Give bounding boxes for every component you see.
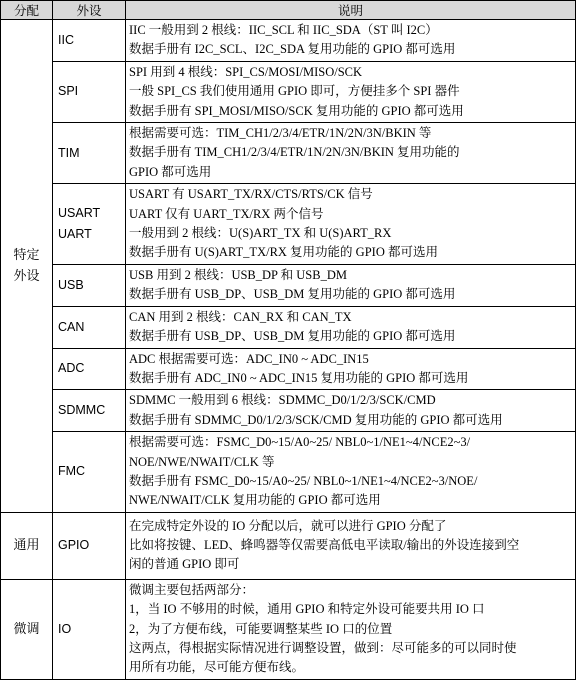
table-row (1, 512, 576, 579)
device-label: FMC (58, 464, 86, 479)
description-line: USART 有 USART_TX/RX/CTS/RTS/CK 信号 (129, 187, 373, 202)
device-label: SDMMC (58, 403, 106, 418)
description-cell (126, 348, 576, 390)
category-cell (1, 579, 53, 679)
device-label: TIM (58, 145, 80, 160)
device-cell (53, 20, 126, 62)
description-line: 微调主要包括两部分： (129, 582, 255, 597)
table-row (1, 306, 576, 348)
description-line: 一般 SPI_CS 我们使用通用 GPIO 即可，方便挂多个 SPI 器件 (129, 84, 460, 99)
device-label: IIC (58, 32, 74, 47)
category-label: 外设 (13, 268, 40, 284)
device-label: IO (58, 621, 72, 636)
category-label: 微调 (13, 621, 40, 637)
description-line: 数据手册有 USB_DP、USB_DM 复用功能的 GPIO 都可选用 (129, 329, 456, 344)
description-line: 数据手册有 SPI_MOSI/MISO/SCK 复用功能的 GPIO 都可选用 (129, 103, 464, 118)
device-cell (53, 390, 126, 432)
device-cell (53, 61, 126, 122)
table-row (1, 432, 576, 513)
device-cell (53, 184, 126, 265)
description-cell (126, 579, 576, 679)
description-cell (126, 20, 576, 62)
table-row (1, 390, 576, 432)
description-cell (126, 390, 576, 432)
device-label: UART (58, 227, 92, 242)
description-line: 数据手册有 FSMC_D0~15/A0~25/ NBL0~1/NE1~4/NCE2~3/NOE/ (129, 473, 478, 488)
description-line: 数据手册有 I2C_SCL、I2C_SDA 复用功能的 GPIO 都可选用 (129, 42, 456, 57)
description-line: 根据需要可选：FSMC_D0~15/A0~25/ NBL0~1/NE1~4/NCE2~3/ (129, 435, 471, 450)
description-line: NOE/NWE/NWAIT/CLK 等 (129, 454, 275, 469)
description-line: 数据手册有 TIM_CH1/2/3/4/ETR/1N/2N/3N/BKIN 复用功能的 (129, 145, 460, 160)
description-line: 这两点，得根据实际情况进行调整设置，做到：尽可能多的可以同时使 (129, 640, 517, 655)
description-line: NWE/NWAIT/CLK 复用功能的 GPIO 都可选用 (129, 493, 381, 508)
table-row (1, 123, 576, 184)
description-line: 2，为了方便布线，可能要调整某些 IO 口的位置 (129, 621, 393, 636)
device-label: GPIO (58, 538, 90, 553)
header-desc: 说明 (126, 1, 576, 20)
description-line: IIC 一般用到 2 根线：IIC_SCL 和 IIC_SDA（ST 叫 I2C） (129, 23, 438, 37)
table-row (1, 264, 576, 306)
description-line: 数据手册有 USB_DP、USB_DM 复用功能的 GPIO 都可选用 (129, 287, 456, 302)
description-line: 闲的普通 GPIO 即可 (129, 557, 240, 572)
description-line: 1，当 IO 不够用的时候，通用 GPIO 和特定外设可能要共用 IO 口 (129, 602, 485, 617)
category-label: 特定 (13, 247, 40, 263)
description-line: 用所有功能，尽可能方便布线。 (129, 660, 305, 675)
description-line: 在完成特定外设的 IO 分配以后，就可以进行 GPIO 分配了 (129, 518, 447, 533)
header-alloc: 分配 (1, 1, 53, 20)
description-line: GPIO 都可选用 (129, 164, 212, 179)
description-cell (126, 512, 576, 579)
description-cell (126, 264, 576, 306)
table-row (1, 184, 576, 265)
table-header-row (1, 1, 576, 20)
description-line: ADC 根据需要可选：ADC_IN0 ~ ADC_IN15 (129, 351, 369, 366)
category-cell (1, 20, 53, 513)
header-device: 外设 (53, 1, 126, 20)
device-label: ADC (58, 361, 85, 376)
table-row (1, 20, 576, 62)
device-label: SPI (58, 84, 79, 99)
device-cell (53, 432, 126, 513)
description-cell (126, 306, 576, 348)
table-row (1, 61, 576, 122)
description-cell (126, 61, 576, 122)
table-body (1, 20, 576, 680)
device-label: USART (58, 206, 101, 221)
table-row (1, 348, 576, 390)
description-cell (126, 432, 576, 513)
description-line: SDMMC 一般用到 6 根线：SDMMC_D0/1/2/3/SCK/CMD (129, 393, 436, 408)
device-cell (53, 579, 126, 679)
description-cell (126, 184, 576, 265)
category-cell (1, 512, 53, 579)
description-line: 数据手册有 SDMMC_D0/1/2/3/SCK/CMD 复用功能的 GPIO 都可选用 (129, 412, 503, 427)
device-cell (53, 306, 126, 348)
device-cell (53, 512, 126, 579)
device-label: CAN (58, 319, 85, 334)
device-cell (53, 264, 126, 306)
category-label: 通用 (13, 538, 40, 554)
description-line: SPI 用到 4 根线：SPI_CS/MOSI/MISO/SCK (129, 64, 363, 79)
description-line: 一般用到 2 根线：U(S)ART_TX 和 U(S)ART_RX (129, 226, 392, 241)
description-line: CAN 用到 2 根线：CAN_RX 和 CAN_TX (129, 309, 352, 324)
description-line: 数据手册有 ADC_IN0 ~ ADC_IN15 复用功能的 GPIO 都可选用 (129, 370, 469, 385)
device-cell (53, 123, 126, 184)
table-row (1, 579, 576, 679)
description-line: UART 仅有 UART_TX/RX 两个信号 (129, 206, 324, 221)
description-cell (126, 123, 576, 184)
description-line: 数据手册有 U(S)ART_TX/RX 复用功能的 GPIO 都可选用 (129, 245, 438, 260)
description-line: 根据需要可选：TIM_CH1/2/3/4/ETR/1N/2N/3N/BKIN 等 (129, 126, 432, 141)
description-line: 比如将按键、LED、蜂鸣器等仅需要高低电平读取/输出的外设连接到空 (129, 538, 520, 553)
device-label: USB (58, 277, 84, 292)
description-line: USB 用到 2 根线：USB_DP 和 USB_DM (129, 267, 347, 282)
device-cell (53, 348, 126, 390)
